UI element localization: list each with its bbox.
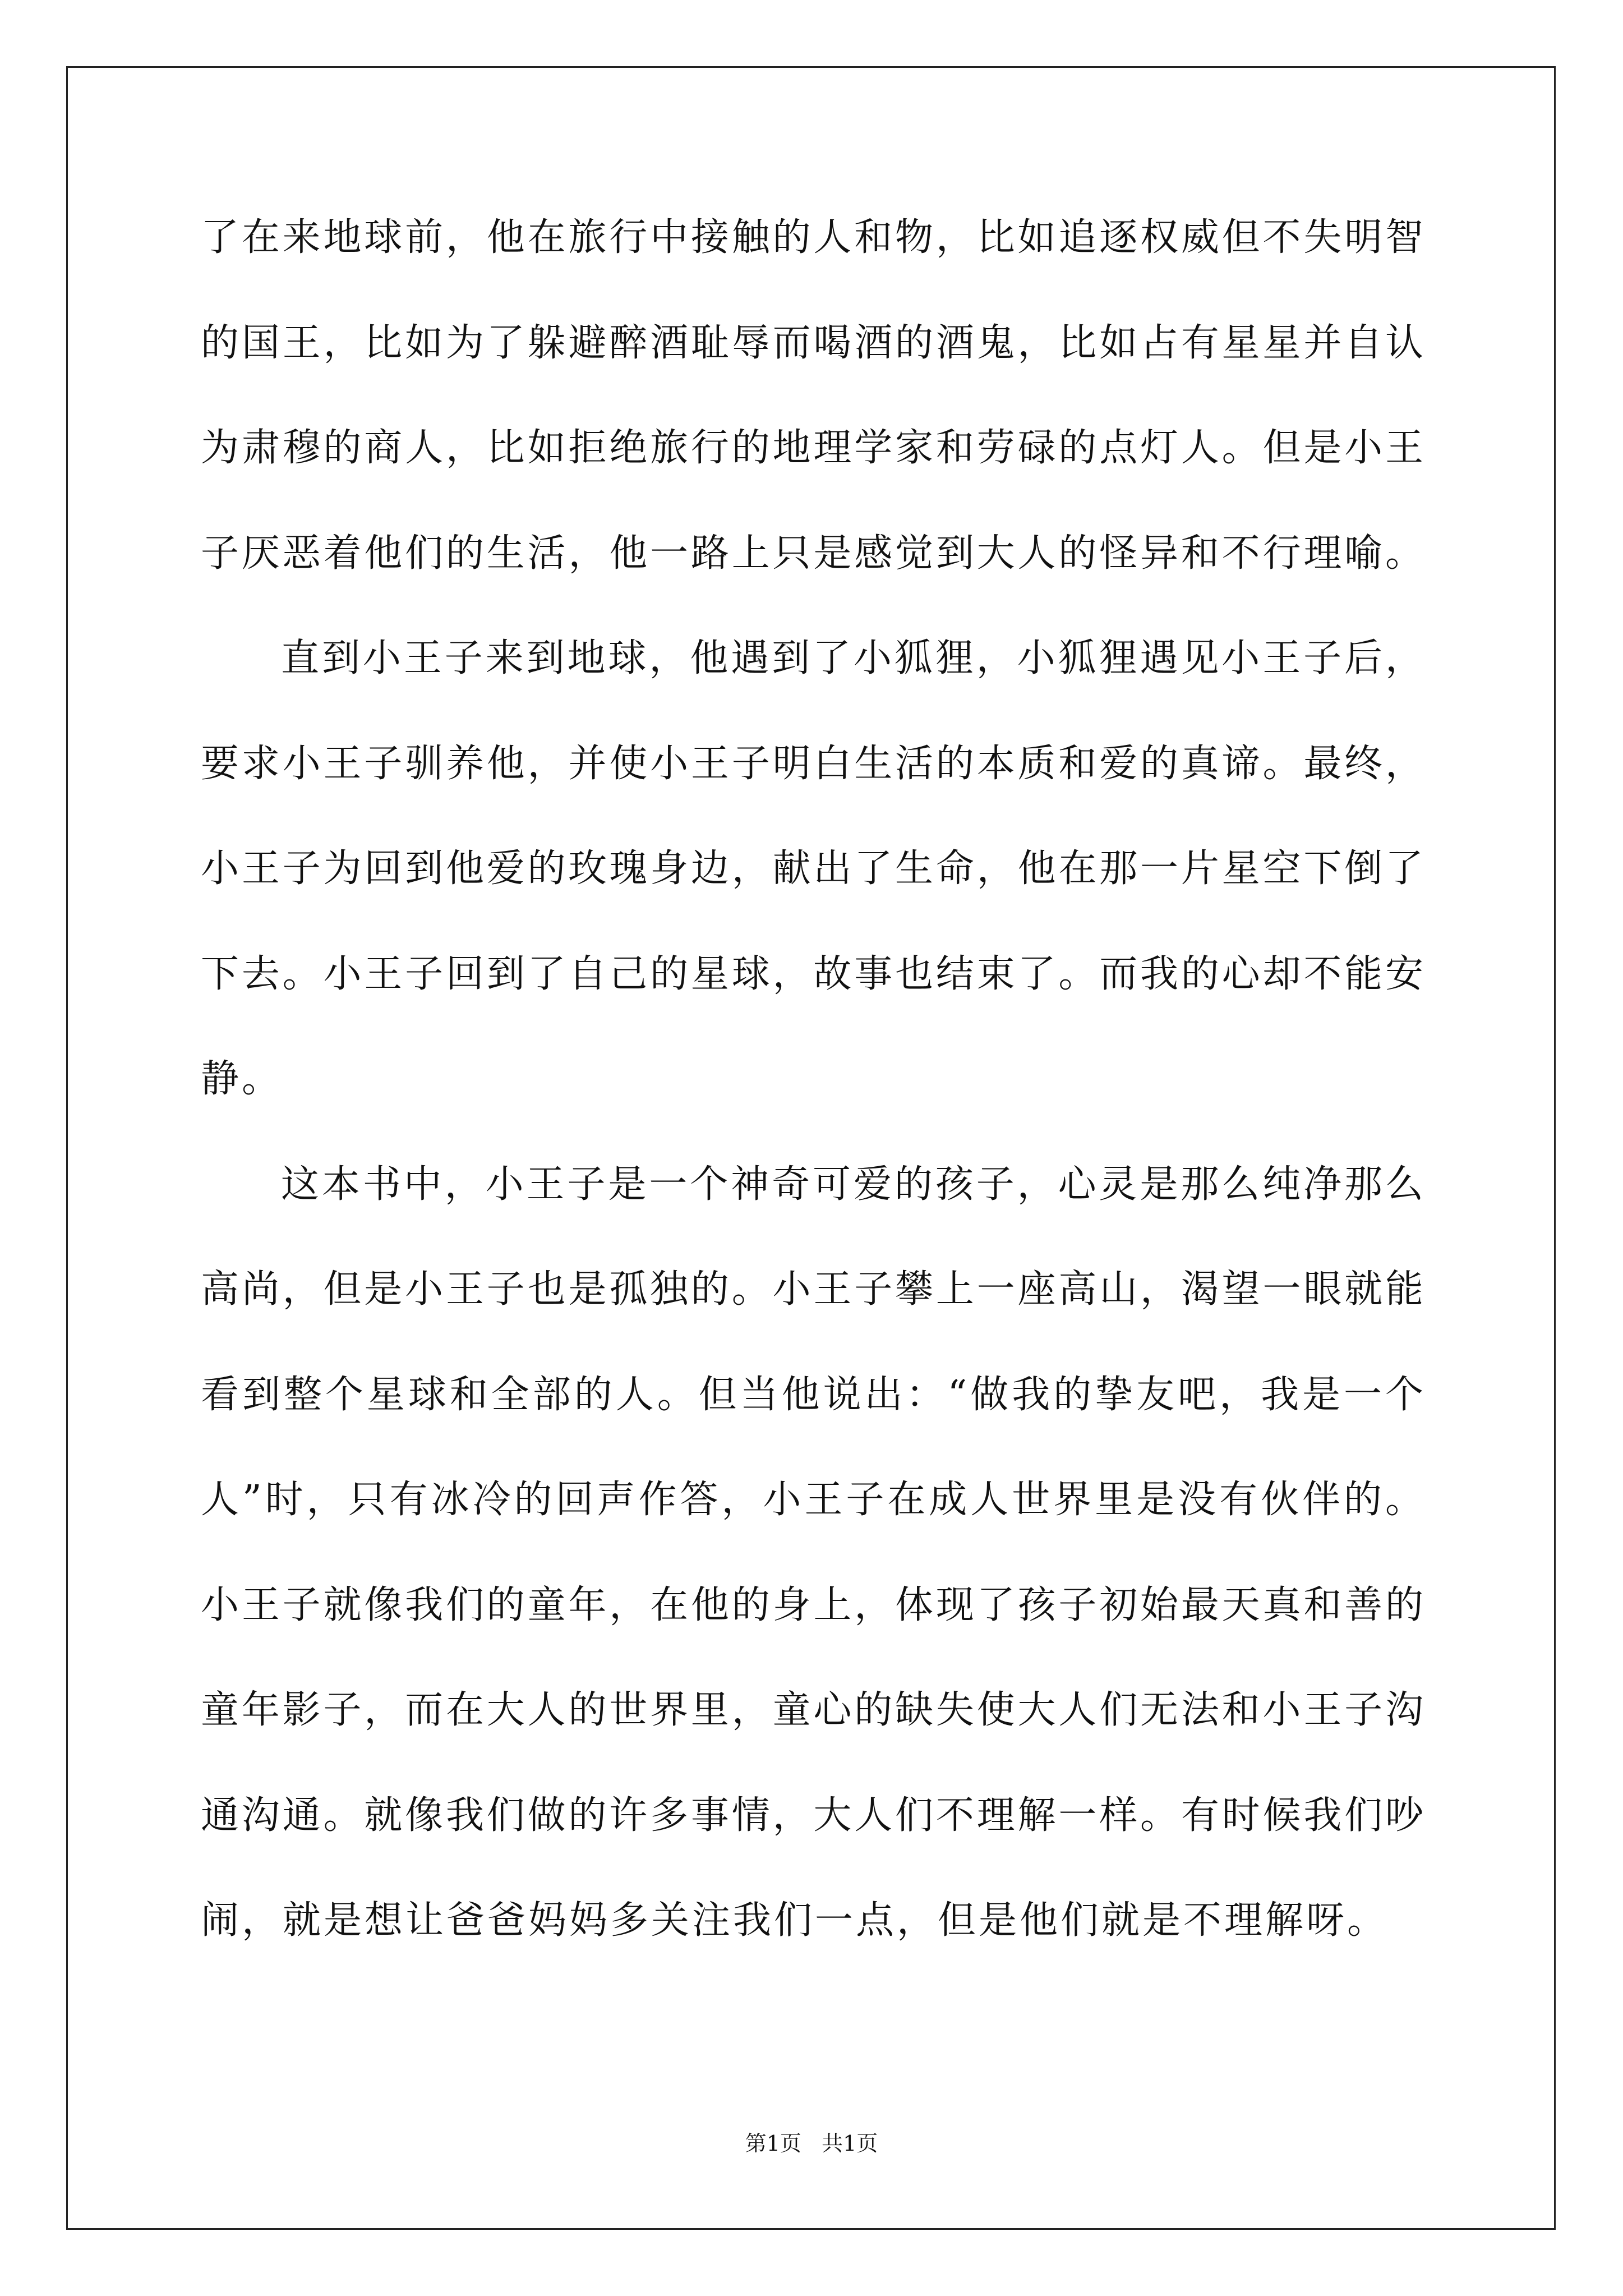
- text-line: 小王子为回到他爱的玫瑰身边，献出了生命，他在那一片星空下倒了: [201, 846, 1423, 891]
- text-line: 的国王，比如为了躲避醉酒耻辱而喝酒的酒鬼，比如占有星星并自认: [201, 320, 1423, 365]
- text-line: 看到整个星球和全部的人。但当他说出：“做我的挚友吧，我是一个: [201, 1372, 1423, 1417]
- text-line: 闹，就是想让爸爸妈妈多关注我们一点，但是他们就是不理解呀。: [201, 1898, 1389, 1943]
- text-line: 高尚，但是小王子也是孤独的。小王子攀上一座高山，渴望一眼就能: [201, 1267, 1423, 1312]
- page-footer: [0, 2132, 1623, 2155]
- text-line: 了在来地球前，他在旅行中接触的人和物，比如追逐权威但不失明智: [201, 215, 1423, 260]
- text-line: 通沟通。就像我们做的许多事情，大人们不理解一样。有时候我们吵: [201, 1793, 1423, 1838]
- text-line: 静。: [201, 1057, 283, 1101]
- document-body: [201, 215, 1423, 2007]
- text-line: 这本书中，小王子是一个神奇可爱的孩子，心灵是那么纯净那么: [281, 1162, 1423, 1207]
- page-number-label: 第1页 共1页: [745, 2131, 878, 2156]
- text-line: 为肃穆的商人，比如拒绝旅行的地理学家和劳碌的点灯人。但是小王: [201, 426, 1423, 470]
- text-line: 直到小王子来到地球，他遇到了小狐狸，小狐狸遇见小王子后，: [281, 636, 1423, 680]
- text-line: 子厌恶着他们的生活，他一路上只是感觉到大人的怪异和不行理喻。: [201, 531, 1423, 576]
- text-line: 小王子就像我们的童年，在他的身上，体现了孩子初始最天真和善的: [201, 1582, 1423, 1627]
- text-line: 要求小王子驯养他，并使小王子明白生活的本质和爱的真谛。最终，: [201, 741, 1423, 786]
- text-line: 人”时，只有冰冷的回声作答，小王子在成人世界里是没有伙伴的。: [201, 1478, 1423, 1522]
- text-line: 童年影子，而在大人的世界里，童心的缺失使大人们无法和小王子沟: [201, 1688, 1423, 1732]
- text-line: 下去。小王子回到了自己的星球，故事也结束了。而我的心却不能安: [201, 951, 1423, 996]
